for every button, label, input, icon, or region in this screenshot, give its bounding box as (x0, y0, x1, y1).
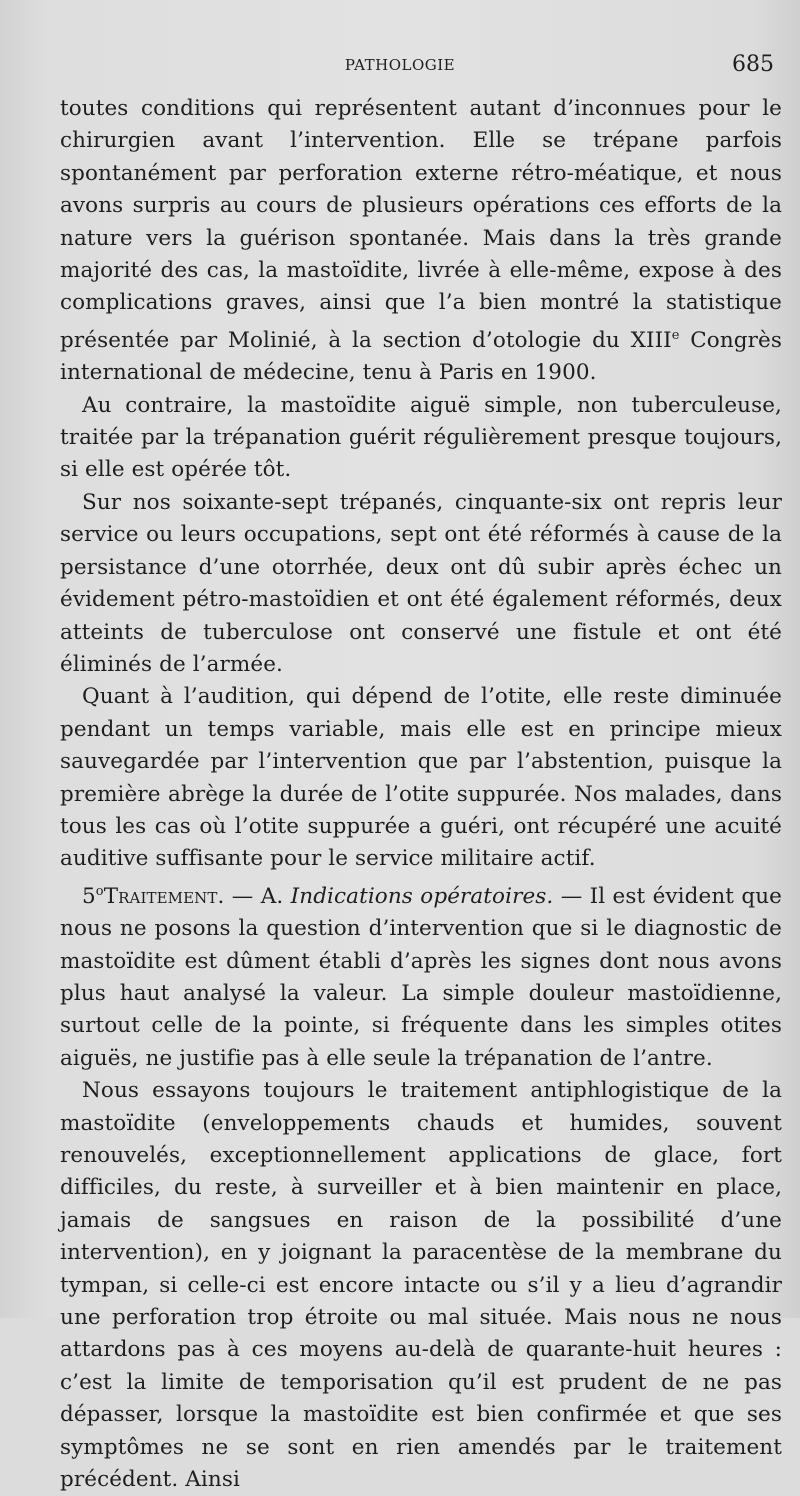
paragraph-6: Nous essayons toujours le traitement antiphlogistique de la mastoïdite (enveloppements chauds et humides, souvent renouvelés, exceptionnellement applications de glace, fort difficiles, du reste, à surveiller et à bien maintenir en place, jamais de sangsues en raison de la possibilité d’une intervention), en y joignant la paracentèse de la membrane du tympan, si celle-ci est encore intacte ou s’il y a lieu d’agrandir une perforation trop étroite ou mal située. Mais nous ne nous attardons pas à ces moyens au-delà de quarante-huit heures : c’est la limite de temporisation qu’il est prudent de ne pas dépasser, lorsque la mastoïdite est bien confirmée et que ses symptômes ne se sont en rien amendés par le traitement précédent. Ainsi (60, 1078, 782, 1493)
section-number: 5 (82, 883, 96, 909)
superscript-e: e (671, 327, 680, 343)
page-number: 685 (732, 52, 774, 77)
paragraph-3: Sur nos soixante-sept trépanés, cinquante-six ont repris leur service ou leurs occupations, sept ont été réformés à cause de la persistance d’une otorrhée, deux ont dû subir après échec un évidement pétro-mastoïdien et ont été également réformés, deux atteints de tuberculose ont conservé une fistule et ont été éliminés de l’armée. (60, 489, 782, 677)
section-label: Traitement. (103, 883, 225, 909)
paragraph-1-end: Congrès international de médecine, tenu à Paris en 1900. (60, 327, 782, 386)
running-title: PATHOLOGIE (344, 56, 456, 74)
paragraph-4: Quant à l’audition, qui dépend de l’otite, elle reste diminuée pendant un temps variable, mais elle est en principe mieux sauvegardée par l’intervention que par l’abstention, puisque la première abrège la durée de l’otite suppurée. Nos malades, dans tous les cas où l’otite suppurée a guéri, ont récupéré une acuité auditive suffisante pour le service militaire actif. (60, 684, 782, 872)
page-body (60, 93, 782, 1496)
paragraph-2: Au contraire, la mastoïdite aiguë simple, non tuberculeuse, traitée par la trépanation guérit régulièrement presque toujours, si elle est opérée tôt. (60, 392, 782, 483)
section-number-degree: o (95, 883, 104, 899)
subsection-title: Indications opératoires. (290, 883, 554, 909)
paragraph-5-text: — Il est évident que nous ne posons la question d’intervention que si le diagnostic de mastoïdite est dûment établi d’après les signes dont nous avons plus haut analysé la valeur. La simple douleur mastoïdienne, surtout celle de la pointe, si fréquente dans les simples otites aiguës, ne justifie pas à elle seule la trépanation de l’antre. (60, 883, 782, 1071)
paragraph-1 (60, 93, 782, 390)
paragraph-5 (60, 876, 782, 1075)
section-dash: — A. (224, 883, 291, 909)
page-header (0, 50, 800, 80)
paragraph-1-text: toutes conditions qui représentent autant d’inconnues pour le chirurgien avant l’intervention. Elle se trépane parfois spontanément par perforation externe rétro-méatique, et nous avons surpris au cours de plusieurs opérations ces efforts de la nature vers la guérison spontanée. Mais dans la très grande majorité des cas, la mastoïdite, livrée à elle-même, expose à des complications graves, ainsi que l’a bien montré la statistique présentée par Molinié, à la section d’otologie du XIII (60, 96, 782, 353)
